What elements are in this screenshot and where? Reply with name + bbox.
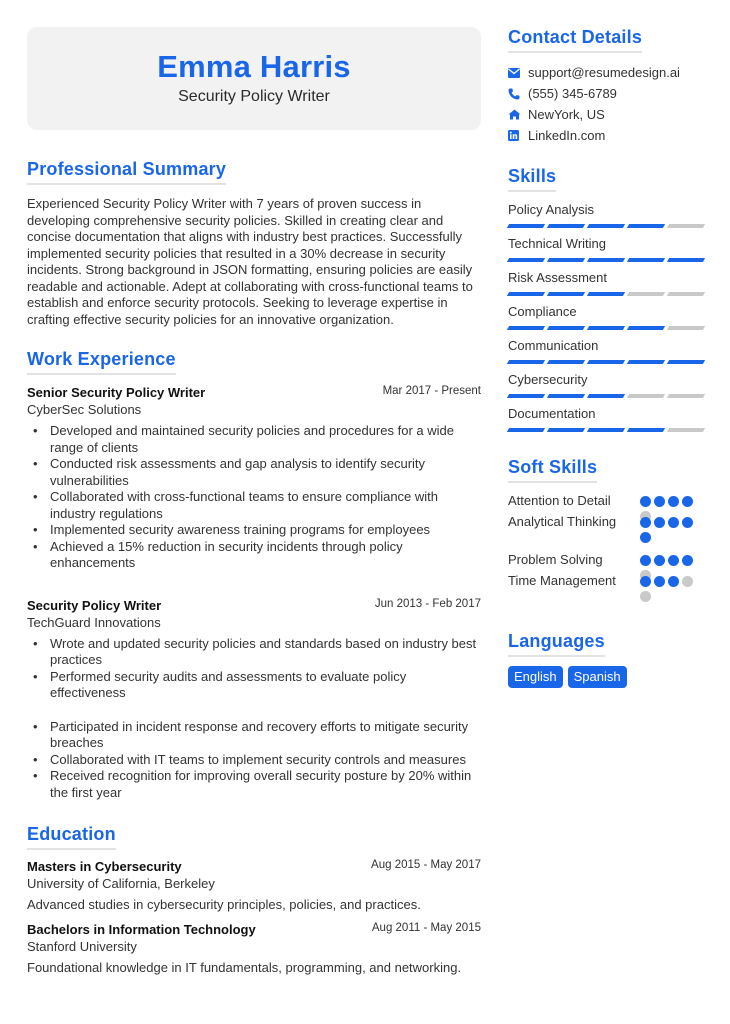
skill-item xyxy=(508,270,704,296)
skill-level-segment xyxy=(667,258,705,262)
skill-level-segment xyxy=(667,360,705,364)
skill-level-bar xyxy=(508,360,704,364)
job-bullet: • Collaborated with IT teams to implement security controls and measures xyxy=(27,752,481,769)
rating-dot xyxy=(654,517,665,528)
rating-dot xyxy=(640,555,651,566)
contact-linkedin xyxy=(508,125,704,146)
sidebar xyxy=(508,27,704,688)
skill-item xyxy=(508,338,704,364)
skill-label: Communication xyxy=(508,338,599,353)
skill-level-segment xyxy=(627,360,665,364)
job-bullet: • Participated in incident response and recovery efforts to mitigate security breaches xyxy=(27,719,481,752)
skill-label: Compliance xyxy=(508,304,577,319)
skills-list xyxy=(508,202,704,432)
skill-item xyxy=(508,372,704,398)
skill-level-segment xyxy=(667,326,705,330)
section-title-soft-skills: Soft Skills xyxy=(508,457,597,483)
contact-phone-text[interactable]: (555) 345-6789 xyxy=(528,86,617,101)
soft-skill-item xyxy=(508,552,704,573)
linkedin-icon xyxy=(508,130,528,141)
skill-level-segment xyxy=(627,224,665,228)
section-title-skills: Skills xyxy=(508,166,556,192)
education-date: Aug 2015 - May 2017 xyxy=(371,859,481,871)
degree: Masters in Cybersecurity xyxy=(27,859,182,874)
skill-level-bar xyxy=(508,258,704,262)
skill-level-segment xyxy=(587,258,625,262)
job-bullet: • Achieved a 15% reduction in security incidents through policy enhancements xyxy=(27,539,481,572)
contact-linkedin-text[interactable]: LinkedIn.com xyxy=(528,128,606,143)
degree: Bachelors in Information Technology xyxy=(27,922,256,937)
skill-level-segment xyxy=(507,258,545,262)
summary-text: Experienced Security Policy Writer with 7 years of proven success in developing comprehensive security policies. Skilled in creating clear and concise documentation that aligns with industry best practices. Successfully implemented security policies that resulted in a 30% decrease in security incidents. Strong background in JSON formatting, ensuring policies are easily readable and actionable. Adept at collaborating with cross-functional teams to establish and enforce security protocols. Seeking to leverage expertise in crafting effective security policies for an innovative organization. xyxy=(27,196,473,327)
job-bullet: • Implemented security awareness training programs for employees xyxy=(27,522,481,539)
skill-level-segment xyxy=(627,258,665,262)
job-bullet: • Conducted risk assessments and gap analysis to identify security vulnerabilities xyxy=(27,456,481,489)
skill-item xyxy=(508,304,704,330)
job-entry xyxy=(27,385,481,572)
section-title-education: Education xyxy=(27,824,116,850)
job-bullet: • Performed security audits and assessments to evaluate policy effectiveness xyxy=(27,669,481,702)
skill-level-segment xyxy=(507,326,545,330)
soft-skill-label: Problem Solving xyxy=(508,552,603,567)
rating-dot xyxy=(668,517,679,528)
job-bullets xyxy=(27,636,481,802)
skill-level-bar xyxy=(508,224,704,228)
school: University of California, Berkeley xyxy=(27,876,215,891)
soft-skill-item xyxy=(508,493,704,514)
contact-email-text[interactable]: support@resumedesign.ai xyxy=(528,65,680,80)
candidate-name: Emma Harris xyxy=(157,49,351,84)
skill-level-segment xyxy=(507,292,545,296)
rating-dot xyxy=(682,576,693,587)
skill-level-segment xyxy=(547,428,585,432)
skill-level-segment xyxy=(587,326,625,330)
job-bullet: • Received recognition for improving overall security posture by 20% within the first year xyxy=(27,768,481,801)
soft-skill-label: Time Management xyxy=(508,573,616,588)
main-column xyxy=(27,27,481,976)
skill-level-segment xyxy=(587,224,625,228)
skill-level-segment xyxy=(507,394,545,398)
rating-dot xyxy=(640,532,651,543)
skill-level-segment xyxy=(547,394,585,398)
skill-level-segment xyxy=(587,394,625,398)
rating-dot xyxy=(640,517,651,528)
rating-dot xyxy=(668,496,679,507)
job-company: CyberSec Solutions xyxy=(27,402,142,417)
rating-dot xyxy=(682,496,693,507)
job-title: Senior Security Policy Writer xyxy=(27,385,206,400)
language-chip: English xyxy=(508,666,563,688)
home-icon xyxy=(508,109,528,120)
skill-level-segment xyxy=(627,292,665,296)
soft-skills-list xyxy=(508,493,704,611)
skill-level-segment xyxy=(627,326,665,330)
skill-label: Cybersecurity xyxy=(508,372,588,387)
contact-location xyxy=(508,104,704,125)
school: Stanford University xyxy=(27,939,137,954)
skill-level-bar xyxy=(508,394,704,398)
job-bullet: • Collaborated with cross-functional teams to ensure compliance with industry regulations xyxy=(27,489,481,522)
rating-dot xyxy=(654,576,665,587)
skill-label: Risk Assessment xyxy=(508,270,607,285)
skill-item xyxy=(508,236,704,262)
skill-level-segment xyxy=(547,360,585,364)
soft-skill-rating xyxy=(640,576,696,602)
soft-skill-label: Attention to Detail xyxy=(508,493,611,508)
rating-dot xyxy=(640,496,651,507)
contact-phone xyxy=(508,83,704,104)
phone-icon xyxy=(508,88,528,100)
rating-dot xyxy=(668,576,679,587)
section-title-work: Work Experience xyxy=(27,349,176,375)
job-date: Jun 2013 - Feb 2017 xyxy=(374,597,481,610)
section-title-summary: Professional Summary xyxy=(27,159,226,185)
skill-level-segment xyxy=(587,360,625,364)
skill-level-bar xyxy=(508,326,704,330)
contact-location-text: NewYork, US xyxy=(528,107,605,122)
contact-email xyxy=(508,62,704,83)
soft-skill-label: Analytical Thinking xyxy=(508,514,617,529)
skill-level-segment xyxy=(507,360,545,364)
skill-level-segment xyxy=(507,224,545,228)
section-title-contact: Contact Details xyxy=(508,27,642,53)
education-entry xyxy=(27,859,481,913)
skill-item xyxy=(508,406,704,432)
skill-label: Documentation xyxy=(508,406,596,421)
skill-level-segment xyxy=(587,292,625,296)
soft-skill-rating xyxy=(640,517,696,543)
skill-level-bar xyxy=(508,292,704,296)
rating-dot xyxy=(682,517,693,528)
section-title-languages: Languages xyxy=(508,631,605,657)
skill-label: Technical Writing xyxy=(508,236,607,251)
skill-label: Policy Analysis xyxy=(508,202,594,217)
candidate-role: Security Policy Writer xyxy=(178,88,330,105)
rating-dot xyxy=(640,591,651,602)
soft-skill-item xyxy=(508,514,704,552)
envelope-icon xyxy=(508,68,528,78)
skill-level-segment xyxy=(627,394,665,398)
contact-list xyxy=(508,62,704,146)
education-entry xyxy=(27,922,481,976)
rating-dot xyxy=(654,555,665,566)
skill-level-segment xyxy=(547,292,585,296)
skill-level-segment xyxy=(547,224,585,228)
skill-level-segment xyxy=(667,224,705,228)
skill-level-segment xyxy=(667,292,705,296)
job-bullets xyxy=(27,423,481,572)
job-title: Security Policy Writer xyxy=(27,597,162,613)
languages-list xyxy=(508,666,704,688)
rating-dot xyxy=(668,555,679,566)
job-company: TechGuard Innovations xyxy=(27,614,161,630)
job-entry xyxy=(27,598,481,802)
skill-level-bar xyxy=(508,428,704,432)
job-bullet: • Developed and maintained security policies and procedures for a wide range of clients xyxy=(27,423,481,456)
header-card xyxy=(27,27,481,130)
skill-level-segment xyxy=(547,258,585,262)
skill-level-segment xyxy=(587,428,625,432)
education-description: Foundational knowledge in IT fundamentals, programming, and networking. xyxy=(27,960,462,975)
education-date: Aug 2011 - May 2015 xyxy=(371,922,481,934)
skill-item xyxy=(508,202,704,228)
soft-skill-item xyxy=(508,573,704,611)
skill-level-segment xyxy=(667,428,705,432)
language-chip: Spanish xyxy=(568,666,627,688)
job-date: Mar 2017 - Present xyxy=(382,385,481,397)
skill-level-segment xyxy=(547,326,585,330)
job-bullet: • Wrote and updated security policies and standards based on industry best practices xyxy=(27,636,481,669)
education-description: Advanced studies in cybersecurity principles, policies, and practices. xyxy=(27,897,421,912)
skill-level-segment xyxy=(667,394,705,398)
skill-level-segment xyxy=(627,428,665,432)
rating-dot xyxy=(654,496,665,507)
skill-level-segment xyxy=(507,428,545,432)
rating-dot xyxy=(682,555,693,566)
rating-dot xyxy=(640,576,651,587)
